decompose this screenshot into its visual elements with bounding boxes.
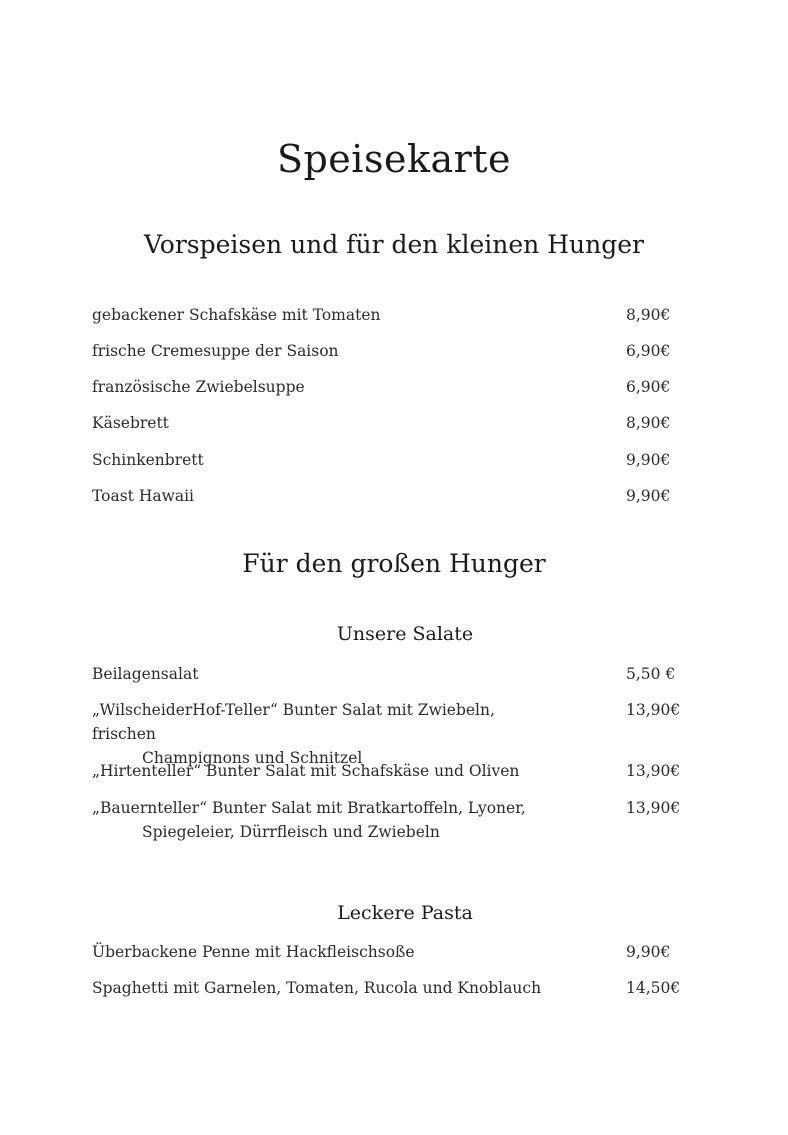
item-name: frische Cremesuppe der Saison: [92, 342, 339, 360]
item-name-continued: Spiegeleier, Dürrfleisch und Zwiebeln: [142, 823, 440, 841]
section-heading-vorspeisen: Vorspeisen und für den kleinen Hunger: [144, 230, 644, 259]
menu-item: [92, 759, 692, 783]
item-name-continued: Champignons und Schnitzel: [142, 749, 363, 767]
section-heading-gross: Für den großen Hunger: [242, 549, 546, 578]
menu-item: [92, 448, 692, 472]
item-price: 8,90€: [626, 306, 671, 324]
item-name: „Bauernteller“ Bunter Salat mit Bratkartoffeln, Lyoner,: [92, 799, 526, 817]
menu-item: [92, 303, 692, 327]
item-price: 14,50€: [626, 979, 681, 997]
item-price: 6,90€: [626, 378, 671, 396]
menu-item: [92, 484, 692, 508]
subsection-heading-salate: Unsere Salate: [336, 623, 474, 645]
item-name: französische Zwiebelsuppe: [92, 378, 305, 396]
menu-item: [92, 796, 692, 844]
menu-item: [92, 940, 692, 964]
menu-item: [92, 411, 692, 435]
item-price: 13,90€: [626, 762, 681, 780]
item-name: gebackener Schafskäse mit Tomaten: [92, 306, 381, 324]
item-price: 6,90€: [626, 342, 671, 360]
item-name: Beilagensalat: [92, 665, 199, 683]
item-name: Toast Hawaii: [92, 487, 194, 505]
item-name: Schinkenbrett: [92, 451, 204, 469]
item-price: 13,90€: [626, 701, 681, 719]
item-price: 9,90€: [626, 487, 671, 505]
item-price: 13,90€: [626, 799, 681, 817]
item-name: „WilscheiderHof-Teller“ Bunter Salat mit Zwiebeln, frischen: [92, 701, 495, 743]
item-price: 9,90€: [626, 943, 671, 961]
menu-item: [92, 375, 692, 399]
item-name: „Hirtenteller“ Bunter Salat mit Schafskäse und Oliven: [92, 762, 520, 780]
item-price: 9,90€: [626, 451, 671, 469]
item-name: Spaghetti mit Garnelen, Tomaten, Rucola und Knoblauch: [92, 979, 542, 997]
item-name: Käsebrett: [92, 414, 169, 432]
page-title: Speisekarte: [276, 137, 512, 181]
subsection-heading-pasta: Leckere Pasta: [337, 902, 473, 924]
menu-item: [92, 662, 692, 686]
item-price: 8,90€: [626, 414, 671, 432]
menu-item: [92, 976, 692, 1000]
item-name: Überbackene Penne mit Hackfleischsoße: [92, 943, 415, 961]
item-price: 5,50 €: [626, 665, 676, 683]
menu-item: [92, 339, 692, 363]
